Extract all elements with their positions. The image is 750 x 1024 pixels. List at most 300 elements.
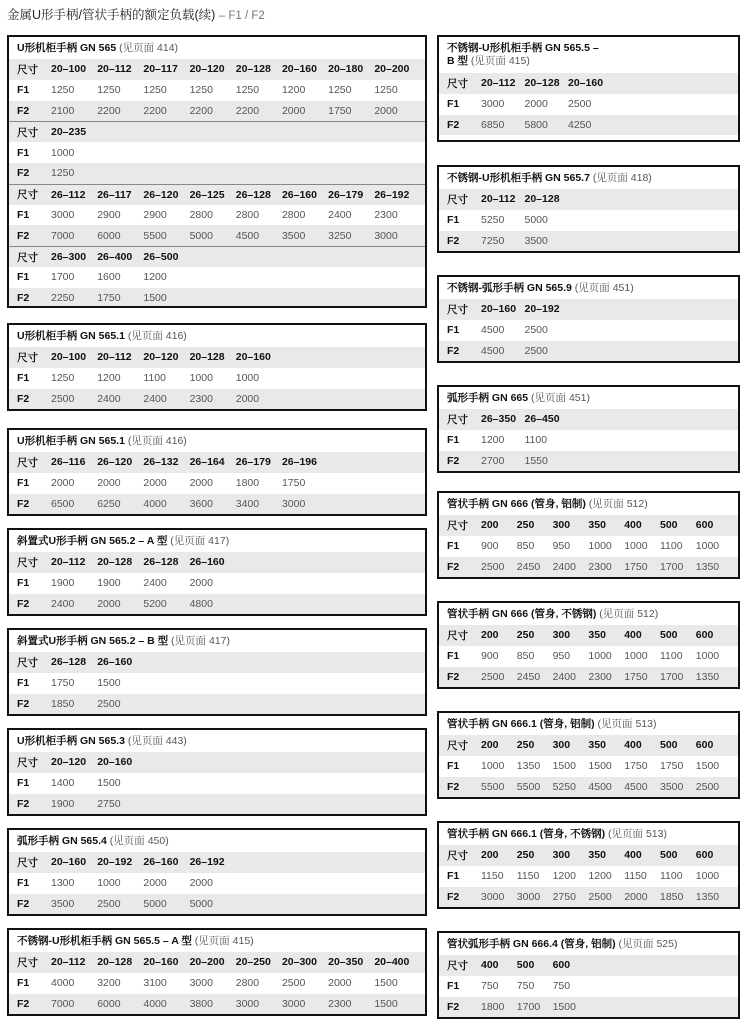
f1-row	[439, 646, 738, 667]
f2-row-cell: 3000	[516, 890, 541, 903]
size-row-cell: 20–128	[524, 77, 560, 90]
size-row-cell: 26–179	[328, 188, 364, 201]
size-row-label: 尺寸	[17, 856, 38, 869]
size-row-cell: 400	[624, 739, 642, 752]
f1-row-cell: 1000	[481, 760, 505, 773]
f2-row-cell: 2000	[235, 392, 260, 405]
table-heading-product: 不锈钢-U形机柜手柄 GN 565.5 –	[447, 42, 599, 54]
f1-row-cell: 1800	[235, 477, 260, 490]
size-row-cell: 26–160	[97, 656, 133, 669]
size-row	[9, 752, 425, 773]
f2-row-cell: 3500	[524, 234, 548, 247]
load-table-r6	[437, 601, 740, 689]
f2-row-cell: 2450	[516, 560, 541, 573]
size-row-cell: 26–450	[524, 413, 560, 426]
f1-row-cell: 1250	[143, 84, 167, 97]
size-row-cell: 20–112	[51, 556, 86, 569]
f1-row-cell: 1100	[524, 434, 548, 447]
size-row	[9, 852, 425, 873]
table-heading	[9, 325, 425, 347]
load-table-b8	[7, 928, 427, 1016]
f2-row-label: F2	[447, 560, 460, 573]
size-row-cell: 26–120	[97, 456, 133, 469]
table-heading	[439, 603, 738, 625]
size-row-cell: 600	[552, 959, 571, 972]
f1-row	[439, 430, 738, 451]
f2-row-cell: 1750	[624, 670, 648, 683]
f2-row-cell: 2450	[516, 670, 541, 683]
size-row-cell: 26–128	[235, 188, 271, 201]
f2-row-cell: 2200	[189, 104, 213, 117]
f2-row	[9, 163, 425, 184]
f2-row-cell: 6000	[97, 229, 121, 242]
f2-row-cell: 6250	[97, 497, 121, 510]
load-table-b5	[7, 628, 427, 716]
size-row	[439, 735, 738, 756]
size-row-cell: 20–160	[51, 856, 87, 869]
size-row-cell: 20–400	[374, 956, 410, 969]
size-row-cell: 20–160	[568, 77, 604, 90]
f1-row-cell: 1000	[588, 540, 612, 553]
f1-row-cell: 2000	[143, 477, 167, 490]
f1-row-cell: 3100	[143, 977, 167, 990]
f2-row-cell: 2000	[281, 104, 306, 117]
f2-row-cell: 1700	[659, 560, 684, 573]
f1-row-cell: 750	[552, 980, 571, 993]
f2-row-cell: 2400	[97, 392, 121, 405]
f2-row-label: F2	[17, 392, 30, 405]
size-row-label: 尺寸	[17, 956, 38, 969]
size-row-cell: 300	[552, 629, 571, 642]
f2-row-cell: 3250	[328, 229, 352, 242]
f1-row-cell: 3000	[189, 977, 213, 990]
f2-row-cell: 2400	[143, 392, 167, 405]
f1-row-cell: 900	[481, 650, 499, 663]
size-row-cell: 20–160	[97, 756, 133, 769]
f2-row-cell: 4800	[189, 597, 213, 610]
f1-row-cell: 1000	[624, 540, 648, 553]
size-row	[9, 652, 425, 673]
size-row-cell: 600	[695, 629, 714, 642]
size-row-cell: 500	[659, 849, 678, 862]
size-row-cell: 20–128	[97, 956, 133, 969]
size-row	[9, 452, 425, 473]
size-row-cell: 20–128	[524, 193, 560, 206]
f2-row-cell: 2000	[97, 597, 121, 610]
f1-row-cell: 950	[552, 650, 571, 663]
f2-row-label: F2	[17, 292, 30, 305]
f1-row-label: F1	[447, 650, 460, 663]
f2-row	[439, 557, 738, 578]
f1-row-cell: 1250	[51, 372, 75, 385]
size-row-cell: 350	[588, 739, 606, 752]
f2-row-cell: 5200	[143, 597, 167, 610]
size-row-cell: 400	[624, 519, 642, 532]
f2-row-cell: 5000	[189, 229, 213, 242]
table-heading-page-ref: (见页面 417)	[167, 535, 230, 547]
f2-row-cell: 2700	[481, 454, 505, 467]
f1-row-cell: 1600	[97, 271, 121, 284]
size-row	[439, 955, 738, 976]
f2-row-cell: 5800	[524, 118, 548, 131]
table-heading-page-ref: (见页面 525)	[615, 938, 678, 950]
load-table-r2	[437, 165, 740, 253]
size-row-cell: 500	[659, 739, 678, 752]
f1-row-cell: 1200	[552, 870, 576, 883]
f2-row-label: F2	[17, 797, 30, 810]
f1-row-label: F1	[447, 98, 460, 111]
f1-row-cell: 950	[552, 540, 571, 553]
f2-row-cell: 2500	[97, 697, 121, 710]
size-row-label: 尺寸	[447, 413, 468, 426]
size-row-label: 尺寸	[17, 556, 38, 569]
f2-row-cell: 1750	[97, 292, 121, 305]
size-row-label: 尺寸	[17, 656, 38, 669]
f1-row-cell: 1500	[695, 760, 720, 773]
size-row-cell: 26–179	[235, 456, 271, 469]
f2-row-cell: 1250	[51, 167, 75, 180]
f1-row-cell: 1750	[659, 760, 684, 773]
f1-row-cell: 1900	[51, 577, 75, 590]
f1-row	[439, 756, 738, 777]
table-heading	[439, 823, 738, 845]
size-row-cell: 26–120	[143, 188, 179, 201]
load-table-b3	[7, 428, 427, 516]
table-heading	[439, 933, 738, 955]
f1-row-cell: 1500	[97, 777, 121, 790]
f2-row	[9, 225, 425, 246]
size-row-cell: 200	[481, 849, 499, 862]
f1-row	[9, 142, 425, 163]
f2-row	[9, 389, 425, 410]
size-row	[9, 184, 425, 205]
f1-row-cell: 2500	[524, 324, 548, 337]
f1-row-cell: 2000	[189, 577, 213, 590]
f2-row-cell: 2200	[97, 104, 121, 117]
f2-row-label: F2	[17, 497, 30, 510]
size-row-cell: 20–180	[328, 63, 364, 76]
size-row-cell: 350	[588, 519, 606, 532]
table-heading-product: 管状手柄 GN 666.1 (管身, 不锈钢)	[447, 828, 606, 840]
f1-row-cell: 1300	[51, 877, 75, 890]
f1-row-cell: 900	[481, 540, 499, 553]
size-row-cell: 400	[624, 849, 642, 862]
size-row-cell: 250	[516, 739, 535, 752]
size-row-cell: 26–164	[189, 456, 225, 469]
size-row-cell: 26–196	[281, 456, 317, 469]
f1-row-label: F1	[447, 980, 460, 993]
f1-row-cell: 1100	[659, 650, 683, 663]
f2-row-label: F2	[17, 167, 30, 180]
f2-row-label: F2	[447, 1000, 460, 1013]
f2-row-label: F2	[17, 104, 30, 117]
size-row-cell: 500	[659, 629, 678, 642]
f1-row-cell: 2000	[51, 477, 75, 490]
size-row-cell: 400	[481, 959, 499, 972]
size-row	[439, 625, 738, 646]
size-row-cell: 600	[695, 849, 714, 862]
size-row	[9, 246, 425, 267]
load-table-r5	[437, 491, 740, 579]
f1-row-cell: 1000	[235, 372, 260, 385]
f2-row-cell: 3400	[235, 497, 260, 510]
size-row-cell: 26–160	[143, 856, 179, 869]
size-row-label: 尺寸	[17, 251, 38, 264]
table-heading-page-ref: (见页面 451)	[571, 282, 634, 294]
f2-row-cell: 4500	[624, 780, 648, 793]
f2-row-cell: 4500	[481, 344, 505, 357]
f2-row-cell: 2500	[481, 670, 505, 683]
f1-row-cell: 850	[516, 650, 535, 663]
f2-row-label: F2	[447, 234, 460, 247]
f2-row-cell: 1350	[695, 560, 720, 573]
table-heading-product: 管状弧形手柄 GN 666.4 (管身, 铝制)	[447, 938, 616, 950]
size-row	[9, 347, 425, 368]
table-heading-product: 弧形手柄 GN 565.4	[17, 835, 107, 847]
table-heading-product: 不锈钢-弧形手柄 GN 565.9	[447, 282, 572, 294]
f1-row-cell: 1000	[97, 877, 121, 890]
load-table-b2	[7, 323, 427, 411]
f2-row-cell: 3000	[281, 997, 306, 1010]
size-row-cell: 20–160	[481, 303, 517, 316]
size-row-cell: 250	[516, 849, 535, 862]
table-heading	[439, 277, 738, 299]
f2-row-cell: 1750	[328, 104, 352, 117]
f1-row-cell: 2300	[374, 208, 398, 221]
size-row-cell: 20–120	[189, 63, 225, 76]
f2-row-cell: 2100	[51, 104, 75, 117]
table-heading-product: U形机柜手柄 GN 565	[17, 42, 117, 54]
f1-row-cell: 1100	[659, 540, 683, 553]
table-heading-product: U形机柜手柄 GN 565.1	[17, 435, 125, 447]
load-table-r1	[437, 35, 740, 142]
f2-row-cell: 4250	[568, 118, 592, 131]
f2-row-cell: 1700	[659, 670, 684, 683]
f1-row-cell: 2800	[235, 977, 260, 990]
f1-row-cell: 1000	[189, 372, 213, 385]
table-heading-page-ref: (见页面 414)	[116, 42, 179, 54]
size-row-cell: 200	[481, 519, 499, 532]
f1-row-cell: 1000	[695, 650, 720, 663]
load-table-r4	[437, 385, 740, 473]
size-row-cell: 26–125	[189, 188, 225, 201]
size-row-cell: 20–160	[235, 351, 271, 364]
f1-row-cell: 1400	[51, 777, 75, 790]
f1-row	[9, 267, 425, 288]
f1-row-cell: 2000	[97, 477, 121, 490]
size-row-cell: 26–400	[97, 251, 133, 264]
size-row-cell: 20–117	[143, 63, 178, 76]
f2-row-cell: 2500	[524, 344, 548, 357]
f2-row-label: F2	[447, 454, 460, 467]
load-table-b6	[7, 728, 427, 816]
f2-row	[439, 667, 738, 688]
size-row-cell: 20–200	[189, 956, 225, 969]
f2-row	[9, 994, 425, 1015]
load-table-r9	[437, 931, 740, 1019]
f1-row-cell: 1500	[588, 760, 612, 773]
f2-row-label: F2	[17, 997, 30, 1010]
table-heading	[9, 630, 425, 652]
size-row-label: 尺寸	[447, 77, 468, 90]
size-row-cell: 20–100	[51, 351, 87, 364]
size-row-cell: 350	[588, 629, 606, 642]
f1-row-cell: 1250	[51, 84, 75, 97]
size-row-cell: 26–192	[374, 188, 410, 201]
f2-row	[439, 231, 738, 252]
table-heading	[439, 387, 738, 409]
table-heading	[9, 430, 425, 452]
f2-row-cell: 7250	[481, 234, 505, 247]
f1-row-label: F1	[447, 540, 460, 553]
f1-row-cell: 2900	[143, 208, 167, 221]
size-row-label: 尺寸	[17, 456, 38, 469]
f2-row-cell: 5000	[143, 897, 167, 910]
size-row-cell: 400	[624, 629, 642, 642]
f1-row-cell: 3000	[481, 98, 505, 111]
size-row-cell: 26–192	[189, 856, 225, 869]
size-row-cell: 600	[695, 519, 714, 532]
size-row-cell: 26–160	[189, 556, 225, 569]
table-heading-product: U形机柜手柄 GN 565.3	[17, 735, 125, 747]
f1-row-cell: 1250	[97, 84, 121, 97]
size-row-label: 尺寸	[447, 959, 468, 972]
f1-row-label: F1	[17, 372, 30, 385]
f1-row	[9, 80, 425, 101]
size-row-cell: 20–112	[481, 193, 516, 206]
f1-row-cell: 1000	[624, 650, 648, 663]
f2-row-label: F2	[17, 229, 30, 242]
f1-row-cell: 750	[516, 980, 535, 993]
size-row-label: 尺寸	[447, 849, 468, 862]
load-table-r3	[437, 275, 740, 363]
f2-row-cell: 3000	[374, 229, 398, 242]
size-row-cell: 20–192	[97, 856, 133, 869]
f1-row-label: F1	[447, 760, 460, 773]
f1-row-label: F1	[17, 577, 30, 590]
size-row-cell: 20–120	[143, 351, 179, 364]
f1-row-cell: 1150	[481, 870, 504, 883]
f2-row-cell: 2300	[588, 670, 612, 683]
f2-row	[9, 101, 425, 122]
f1-row-label: F1	[447, 870, 460, 883]
f1-row-label: F1	[447, 324, 460, 337]
f2-row-cell: 3500	[281, 229, 306, 242]
size-row	[439, 73, 738, 94]
table-heading-product: 斜置式U形手柄 GN 565.2 – A 型	[17, 535, 168, 547]
f2-row-cell: 2000	[374, 104, 398, 117]
f2-row	[9, 494, 425, 515]
size-row-cell: 26–160	[281, 188, 317, 201]
table-heading-page-ref: (见页面 417)	[168, 635, 230, 647]
size-row	[439, 515, 738, 536]
f2-row-cell: 7000	[51, 229, 75, 242]
f1-row-cell: 1100	[143, 372, 166, 385]
f2-row	[9, 288, 425, 308]
f1-row-cell: 1000	[51, 146, 75, 159]
size-row	[9, 121, 425, 142]
f1-row-cell: 2400	[328, 208, 352, 221]
f2-row	[439, 115, 738, 136]
f1-row	[9, 973, 425, 994]
size-row-label: 尺寸	[447, 739, 468, 752]
f1-row-cell: 1750	[624, 760, 648, 773]
f2-row-cell: 2500	[97, 897, 121, 910]
size-row-cell: 20–235	[51, 126, 87, 139]
size-row-label: 尺寸	[17, 126, 38, 139]
f1-row	[439, 94, 738, 115]
f1-row-label: F1	[17, 477, 30, 490]
table-heading-page-ref: (见页面 450)	[106, 835, 169, 847]
f1-row	[439, 536, 738, 557]
f1-row-cell: 1150	[624, 870, 647, 883]
table-heading	[9, 830, 425, 852]
f1-row-cell: 2000	[328, 977, 352, 990]
load-table-b1	[7, 35, 427, 308]
f1-row-cell: 2000	[189, 877, 213, 890]
f1-row-cell: 1150	[516, 870, 540, 883]
f2-row-cell: 2400	[552, 560, 576, 573]
size-row-cell: 250	[516, 519, 535, 532]
size-row-cell: 20–200	[374, 63, 410, 76]
table-heading-page-ref: (见页面 451)	[528, 392, 590, 404]
f2-row-label: F2	[447, 780, 460, 793]
f2-row-cell: 2750	[97, 797, 121, 810]
load-table-b7	[7, 828, 427, 916]
f1-row-cell: 4000	[51, 977, 75, 990]
f1-row	[9, 773, 425, 794]
size-row-cell: 26–117	[97, 188, 132, 201]
f2-row-cell: 3000	[481, 890, 505, 903]
f2-row-cell: 5000	[189, 897, 213, 910]
f1-row	[439, 210, 738, 231]
size-row-cell: 20–192	[524, 303, 560, 316]
load-table-b4	[7, 528, 427, 616]
f2-row-label: F2	[447, 670, 460, 683]
f2-row-cell: 3500	[51, 897, 75, 910]
table-heading-page-ref: (见页面 443)	[124, 735, 187, 747]
f2-row-cell: 1700	[516, 1000, 541, 1013]
f1-row-cell: 4500	[481, 324, 505, 337]
size-row-label: 尺寸	[17, 189, 38, 202]
f2-row-cell: 2000	[624, 890, 648, 903]
f2-row-cell: 7000	[51, 997, 75, 1010]
size-row-cell: 20–100	[51, 63, 87, 76]
f1-row	[9, 473, 425, 494]
f1-row-cell: 1200	[481, 434, 505, 447]
size-row-label: 尺寸	[17, 63, 38, 76]
f1-row-label: F1	[17, 677, 30, 690]
table-heading	[9, 530, 425, 552]
f1-row-cell: 1500	[374, 977, 398, 990]
f1-row-cell: 1250	[374, 84, 398, 97]
f1-row-label: F1	[447, 434, 460, 447]
size-row-cell: 500	[659, 519, 678, 532]
size-row-cell: 20–350	[328, 956, 364, 969]
size-row-cell: 20–112	[481, 77, 516, 90]
size-row-cell: 300	[552, 519, 571, 532]
f1-row-cell: 1350	[516, 760, 541, 773]
table-heading-product: 不锈钢-U形机柜手柄 GN 565.7	[447, 172, 590, 184]
size-row-cell: 20–160	[143, 956, 179, 969]
f1-row	[439, 866, 738, 887]
size-row	[439, 299, 738, 320]
size-row-cell: 26–128	[51, 656, 87, 669]
f1-row-cell: 1250	[235, 84, 260, 97]
f1-row-cell: 2400	[143, 577, 167, 590]
f2-row-cell: 5500	[481, 780, 505, 793]
page-subtitle: – F1 / F2	[218, 10, 265, 22]
